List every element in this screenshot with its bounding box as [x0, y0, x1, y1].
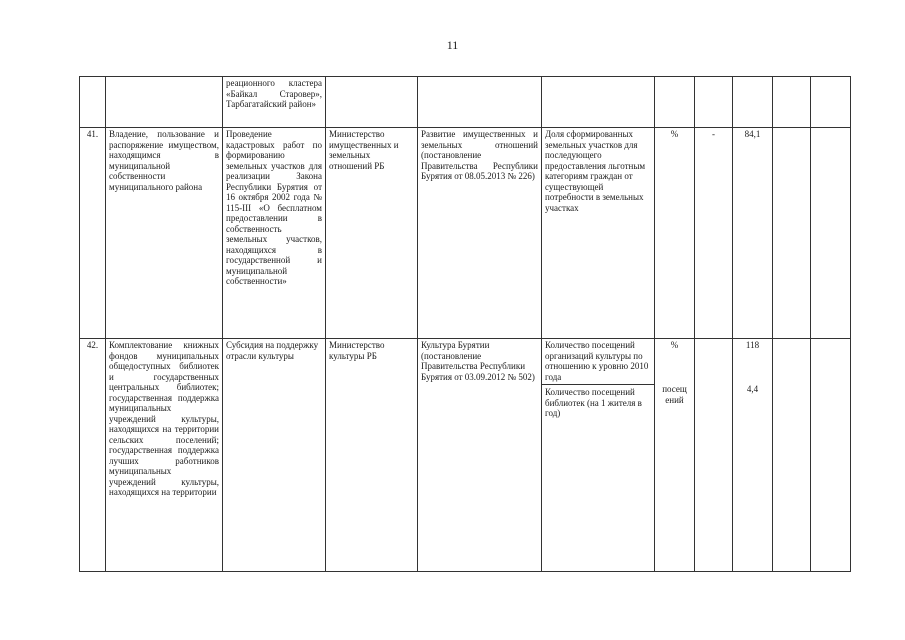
- indicator-text: Количество посещений организаций культуры по отношению к уровню 2010 года: [545, 340, 649, 382]
- indicator-cell: [542, 339, 655, 572]
- measure-cell: Проведение кадастровых работ по формированию земельных участков для реализации Закона Республики Бурятия от 16 октября 2002 года № 115-III «О бесплатном предоставлении в собственность земельных участков, находящихся в государственной и муниципальной собственности»: [223, 128, 326, 339]
- measure-cell: Субсидия на поддержку отрасли культуры: [223, 339, 326, 572]
- empty-cell: [773, 128, 811, 339]
- value-text: 118: [745, 340, 760, 350]
- unit-cell: [655, 339, 695, 572]
- executor-cell: Министерство имущественных и земельных отношений РБ: [326, 128, 418, 339]
- indicator-cell: Доля сформированных земельных участков для последующего предоставления льготным категориям граждан от существующей потребности в земельных участках: [542, 128, 655, 339]
- value-cell: [695, 77, 733, 128]
- empty-cell: [811, 339, 851, 572]
- row-number: [80, 77, 106, 128]
- value-cell: 84,1: [733, 128, 773, 339]
- program-cell: Развитие имущественных и земельных отношений (постановление Правительства Республики Бурятия от 08.05.2013 № 226): [418, 128, 542, 339]
- value-cell: -: [695, 128, 733, 339]
- row-number: 42.: [80, 339, 106, 572]
- value-text: 4,4: [746, 384, 759, 394]
- empty-cell: [811, 128, 851, 339]
- activity-name-cell: Комплектование книжных фондов муниципальных общедоступных библиотек и государственных центральных библиотек; государственная поддержка муниципальных учреждений культуры, находящихся на территории сельских поселений; государственная поддержка лучших работников муниципальных учреждений культуры, находящихся на территории: [106, 339, 223, 572]
- value-cell: [733, 77, 773, 128]
- activity-name-cell: Владение, пользование и распоряжение имуществом, находящимся в муниципальной собственности муниципального района: [106, 128, 223, 339]
- executor-cell: [326, 77, 418, 128]
- table-row: [80, 77, 851, 128]
- indicator-text: Количество посещений библиотек (на 1 жителя в год): [542, 384, 654, 419]
- empty-cell: [773, 77, 811, 128]
- program-cell: Культура Бурятии (постановление Правительства Республики Бурятия от 03.09.2012 № 502): [418, 339, 542, 572]
- unit-cell: [655, 77, 695, 128]
- unit-text: посещений: [662, 384, 687, 405]
- value-cell: [733, 339, 773, 572]
- program-cell: [418, 77, 542, 128]
- measure-cell: реационного кластера «Байкал Старовер», Тарбагатайский район»: [223, 77, 326, 128]
- page-number: 11: [446, 38, 459, 52]
- table-row: [80, 128, 851, 339]
- table-row: [80, 339, 851, 572]
- value-cell: [695, 339, 733, 572]
- row-number: 41.: [80, 128, 106, 339]
- empty-cell: [773, 339, 811, 572]
- measures-table: [79, 76, 851, 572]
- indicator-cell: [542, 77, 655, 128]
- empty-cell: [811, 77, 851, 128]
- activity-name-cell: [106, 77, 223, 128]
- unit-text: %: [670, 340, 679, 350]
- unit-cell: %: [655, 128, 695, 339]
- executor-cell: Министерство культуры РБ: [326, 339, 418, 572]
